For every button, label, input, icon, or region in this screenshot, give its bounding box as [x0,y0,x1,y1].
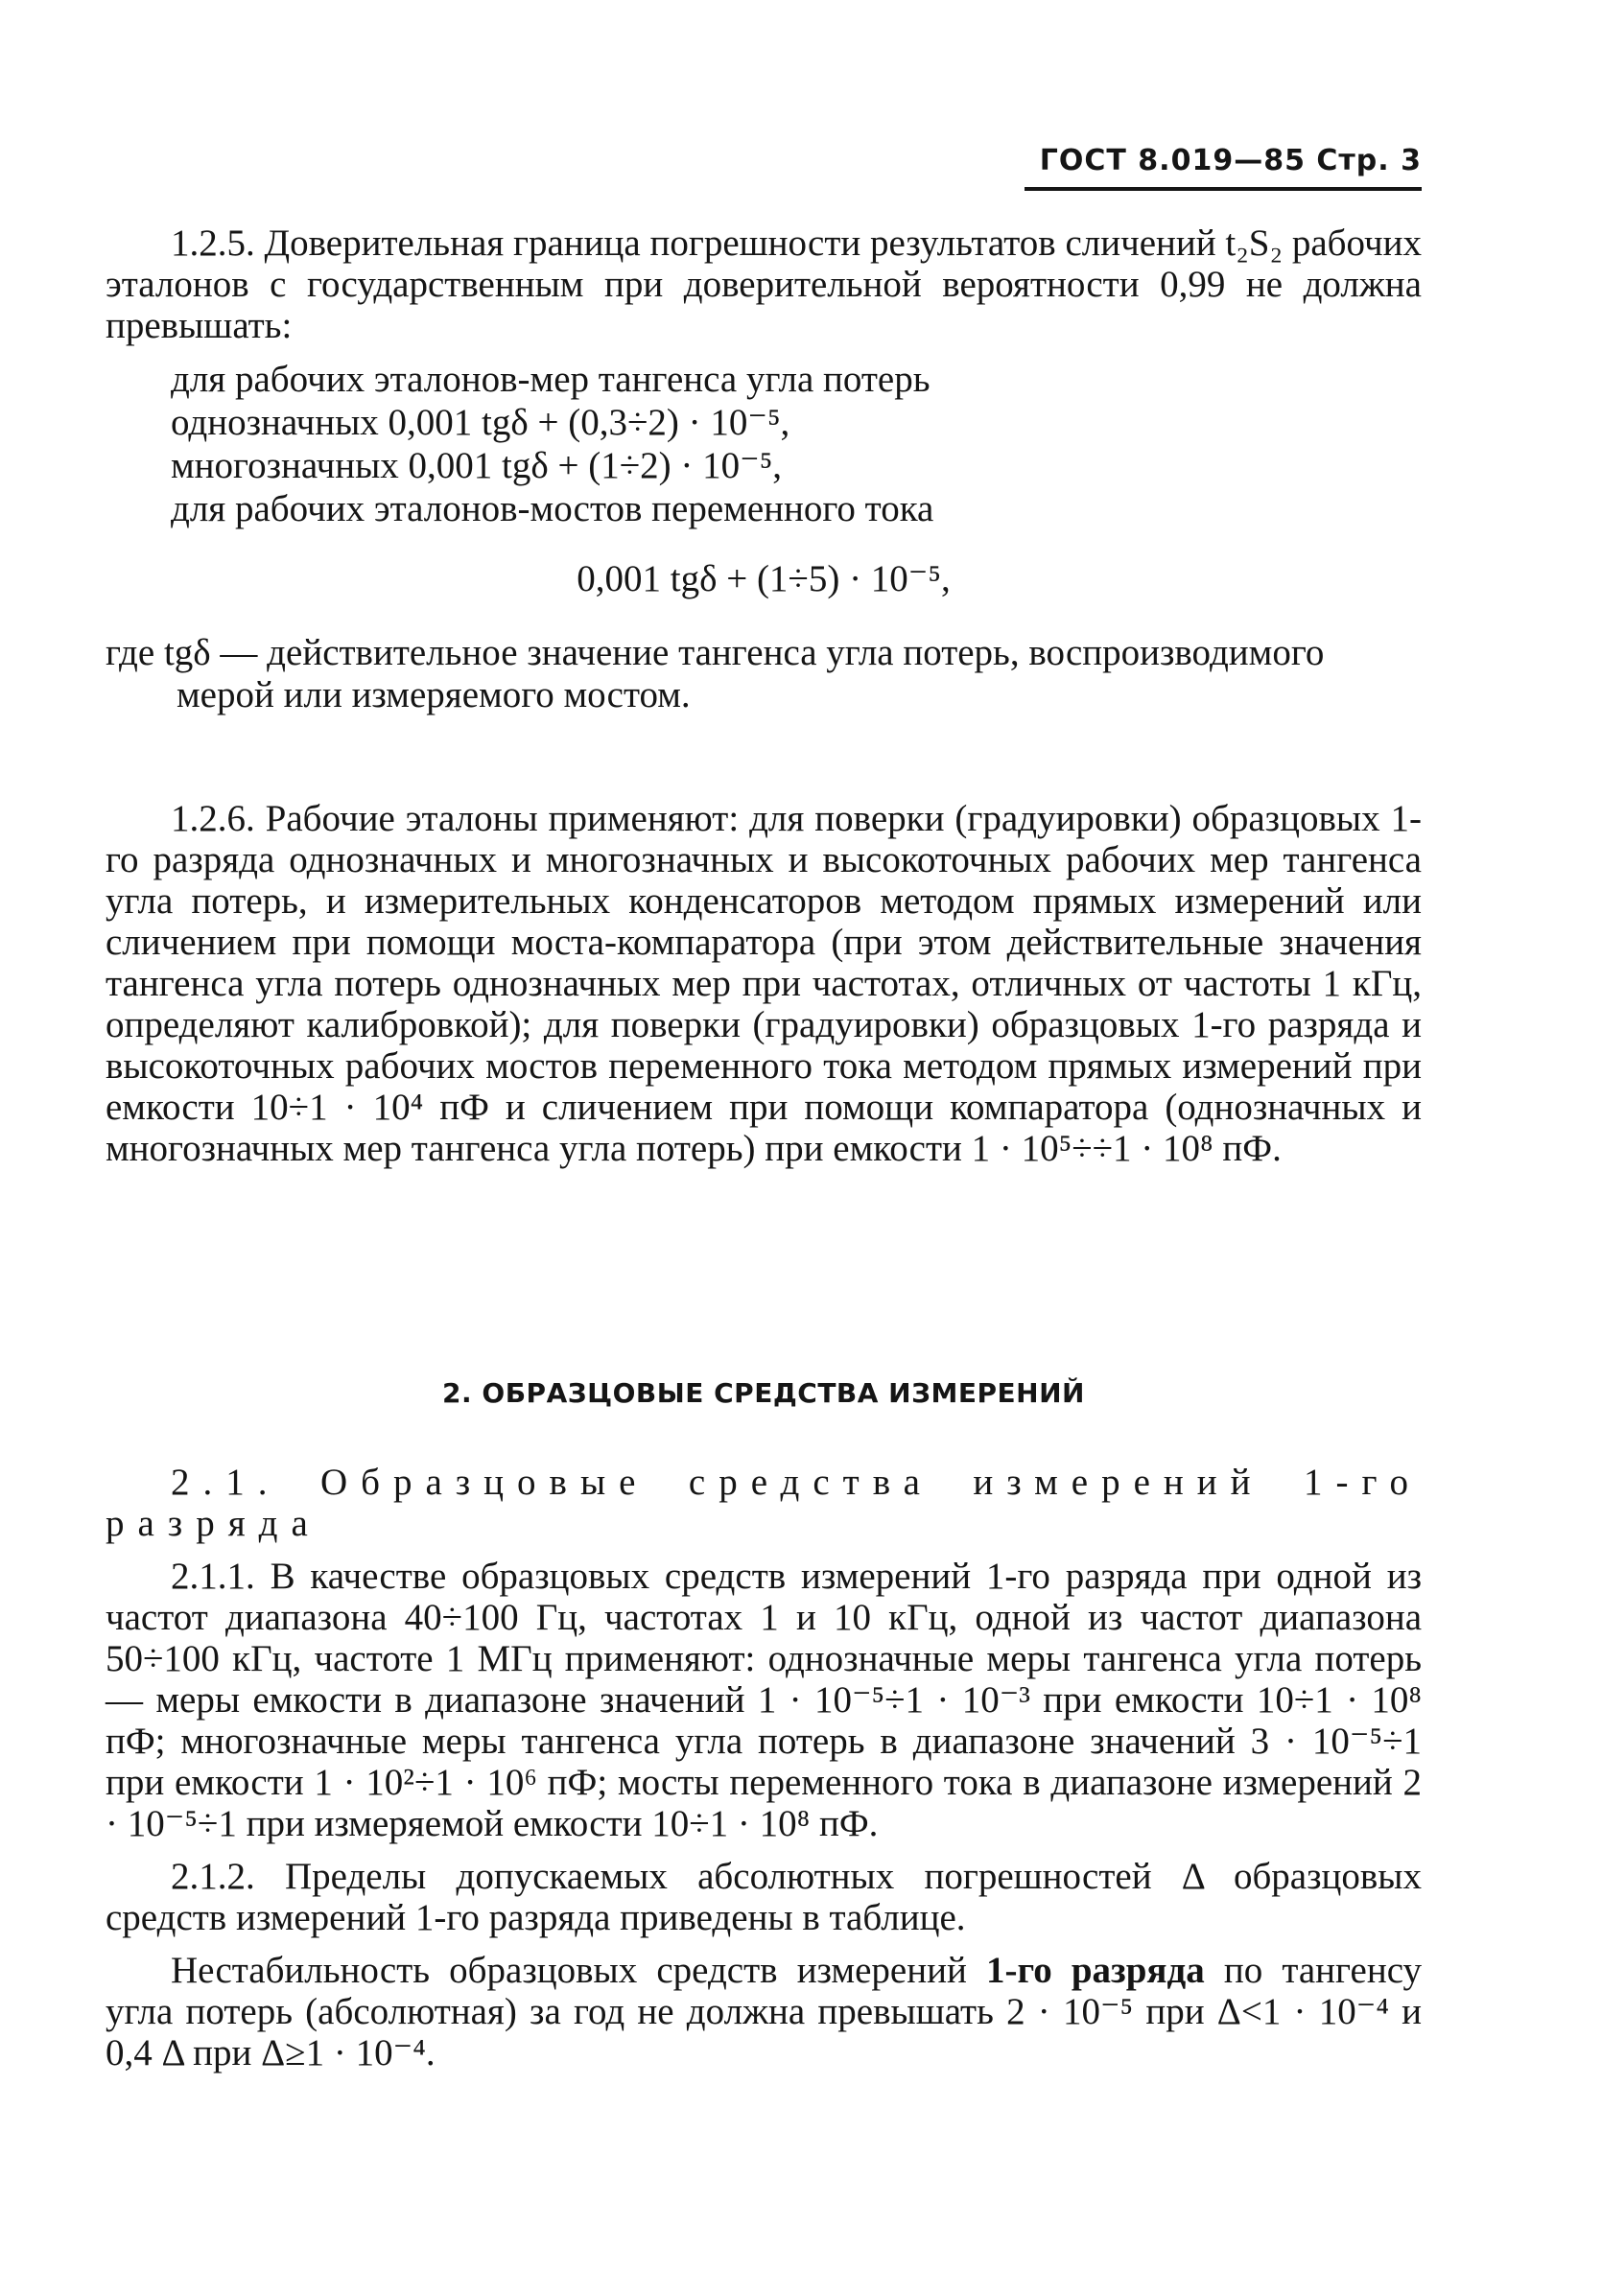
clause-1-2-6 [106,798,1422,1181]
clause-2-body [106,1462,1422,2085]
clause-2-1-heading: 2.1. Образцовые средства измерений 1-го разряда [106,1462,1422,1544]
clause-1-2-5-line-3: многозначных 0,001 tgδ + (1÷2) · 10⁻⁵, [171,445,783,486]
formula: 0,001 tgδ + (1÷5) · 10⁻⁵, [577,558,951,599]
clause-2-1-1-text: 2.1.1. В качестве образцовых средств измерений 1-го разряда при одной из частот диапазона 40÷100 Гц, частотах 1 и 10 кГц, одной из частот диапазона 50÷100 кГц, частоте 1 МГц применяют: однозначные меры тангенса угла потерь — меры емкости в диапазоне значений 1 · 10⁻⁵÷1 · 10⁻³ при емкости 10÷1 · 10⁸ пФ; многозначные меры тангенса угла потерь в диапазоне значений 3 · 10⁻⁵÷1 при емкости 1 · 10²÷1 · 10⁶ пФ; мосты переменного тока в диапазоне измерений 2 · 10⁻⁵÷1 при измеряемой емкости 10÷1 · 10⁸ пФ. [106,1556,1422,1844]
clause-1-2-5-line-2: однозначных 0,001 tgδ + (0,3÷2) · 10⁻⁵, [171,402,790,443]
clause-1-2-5-intro: 1.2.5. Доверительная граница погрешности результатов сличений t₂S₂ рабочих эталонов с государственным при доверительной вероятности 0,99 не должна превышать: [106,223,1422,346]
instability-text-start: Нестабильность образцовых средств измерений [171,1950,986,1991]
clause-1-2-5-line-1: для рабочих эталонов-мер тангенса угла потерь [171,359,931,400]
clause-1-2-5-line-4: для рабочих эталонов-мостов переменного тока [171,488,934,529]
section-title: 2. ОБРАЗЦОВЫЕ СРЕДСТВА ИЗМЕРЕНИЙ [442,1377,1085,1409]
instability-text-bold: 1-го разряда [985,1950,1205,1991]
clause-1-2-6-text: 1.2.6. Рабочие эталоны применяют: для поверки (градуировки) образцовых 1-го разряда однозначных и многозначных и высокоточных рабочих мер тангенса угла потерь, и измерительных конденсаторов методом прямых измерений или сличением при помощи моста-компаратора (при этом действительные значения тангенса угла потерь однозначных мер при частотах, отличных от частоты 1 кГц, определяют калибровкой); для поверки (градуировки) образцовых 1-го разряда и высокоточных рабочих мостов переменного тока методом прямых измерений при емкости 10÷1 · 10⁴ пФ и сличением при помощи компаратора (однозначных и многозначных мер тангенса угла потерь) при емкости 1 · 10⁵÷÷1 · 10⁸ пФ. [106,798,1422,1169]
page-header: ГОСТ 8.019—85 Стр. 3 [1025,144,1422,191]
instability-paragraph [106,1950,1422,2073]
clause-1-2-5 [106,223,1422,728]
clause-2-1-2-text: 2.1.2. Пределы допускаемых абсолютных погрешностей Δ образцовых средств измерений 1-го разряда приведены в таблице. [106,1856,1422,1938]
instability-text-end: по тангенсу угла потерь (абсолютная) за год не должна превышать 2 · 10⁻⁵ при Δ<1 · 10⁻⁴ и 0,4 Δ при Δ≥1 · 10⁻⁴. [106,1950,1423,2073]
formula-explanation: где tgδ — действительное значение тангенса угла потерь, воспроизводимого мерой или измеряемого мостом. [106,632,1325,715]
